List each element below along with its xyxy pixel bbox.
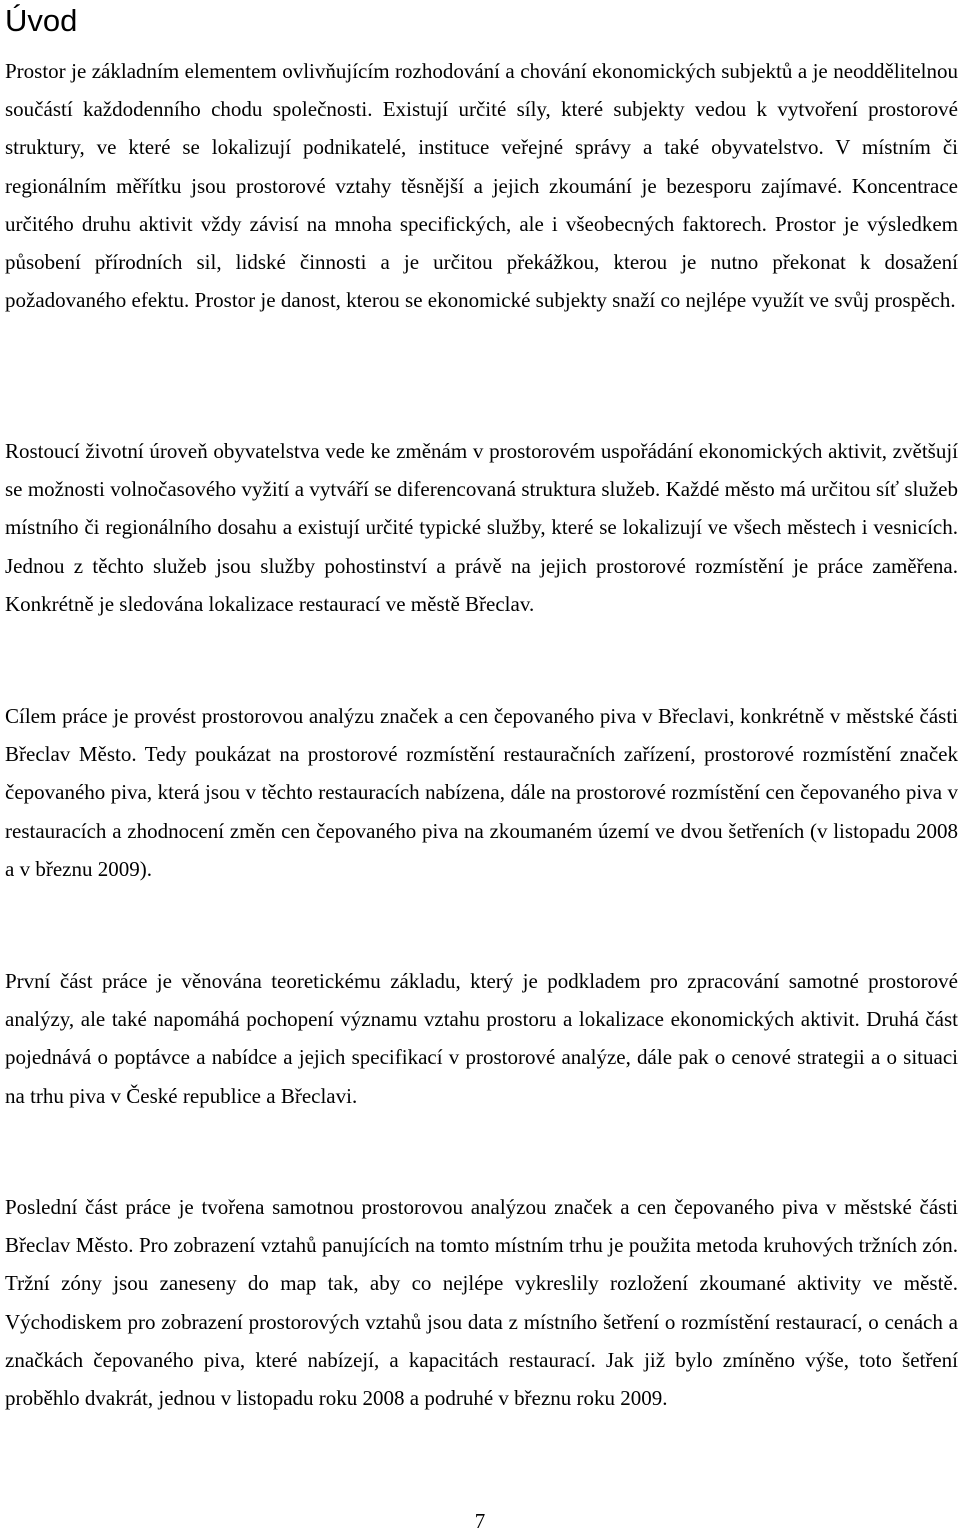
page-number: 7 [474,1509,486,1533]
paragraph-intro: Prostor je základním elementem ovlivňujícím rozhodování a chování ekonomických subjektů a je neoddělitelnou součástí každodenního chodu společnosti. Existují určité síly, které subjekty vedou k vytvoření prostorové struktury, ve které se lokalizují podnikatelé, instituce veřejné správy a také obyvatelstvo. V místním či regionálním měřítku jsou prostorové vztahy těsnější a jejich zkoumání je bezesporu zajímavé. Koncentrace určitého druhu aktivit vždy závisí na mnoha specifických, ale i všeobecných faktorech. Prostor je výsledkem působení přírodních sil, lidské činnosti a je určitou překážkou, kterou je nutno překonat k dosažení požadovaného efektu. Prostor je danost, kterou se ekonomické subjekty snaží co nejlépe využít ve svůj prospěch. [5,59,958,313]
paragraph-first-part: První část práce je věnována teoretickému základu, který je podkladem pro zpracování samotné prostorové analýzy, ale také napomáhá pochopení významu vztahu prostoru a lokalizace ekonomických aktivit. Druhá část pojednává o poptávce a nabídce a jejich specifikací v prostorové analýze, dále pak o cenové strategii a o situaci na trhu piva v České republice a Břeclavi. [5,969,958,1108]
paragraph-last-part: Poslední část práce je tvořena samotnou prostorovou analýzou značek a cen čepovaného piva v městské části Břeclav Město. Pro zobrazení vztahů panujících na tomto místním trhu je použita metoda kruhových tržních zón. Tržní zóny jsou zaneseny do map tak, aby co nejlépe vykreslily rozložení zkoumané aktivity ve městě. Východiskem pro zobrazení prostorových vztahů jsou data z místního šetření o rozmístění restaurací, o cenách a značkách čepovaného piva, které nabízejí, a kapacitách restaurací. Jak již bylo zmíněno výše, toto šetření proběhlo dvakrát, jednou v listopadu roku 2008 a podruhé v březnu roku 2009. [5,1195,958,1411]
paragraph-living-standard: Rostoucí životní úroveň obyvatelstva vede ke změnám v prostorovém uspořádání ekonomických aktivit, zvětšují se možnosti volnočasového vyžití a vytváří se diferencovaná struktura služeb. Každé město má určitou síť služeb místního či regionálního dosahu a existují určité typické služby, které se lokalizují ve všech městech i vesnicích. Jednou z těchto služeb jsou služby pohostinství a právě na jejich prostorové rozmístění je práce zaměřena. Konkrétně je sledována lokalizace restaurací ve městě Břeclav. [5,439,958,616]
section-heading: Úvod [5,3,78,38]
paragraph-aim: Cílem práce je provést prostorovou analýzu značek a cen čepovaného piva v Břeclavi, konkrétně v městské části Břeclav Město. Tedy poukázat na prostorové rozmístění restauračních zařízení, prostorové rozmístění značek čepovaného piva, která jsou v těchto restauracích nabízena, dále na prostorové rozmístění cen čepovaného piva v restauracích a zhodnocení změn cen čepovaného piva na zkoumaném území ve dvou šetřeních (v listopadu 2008 a v březnu 2009). [5,704,958,881]
